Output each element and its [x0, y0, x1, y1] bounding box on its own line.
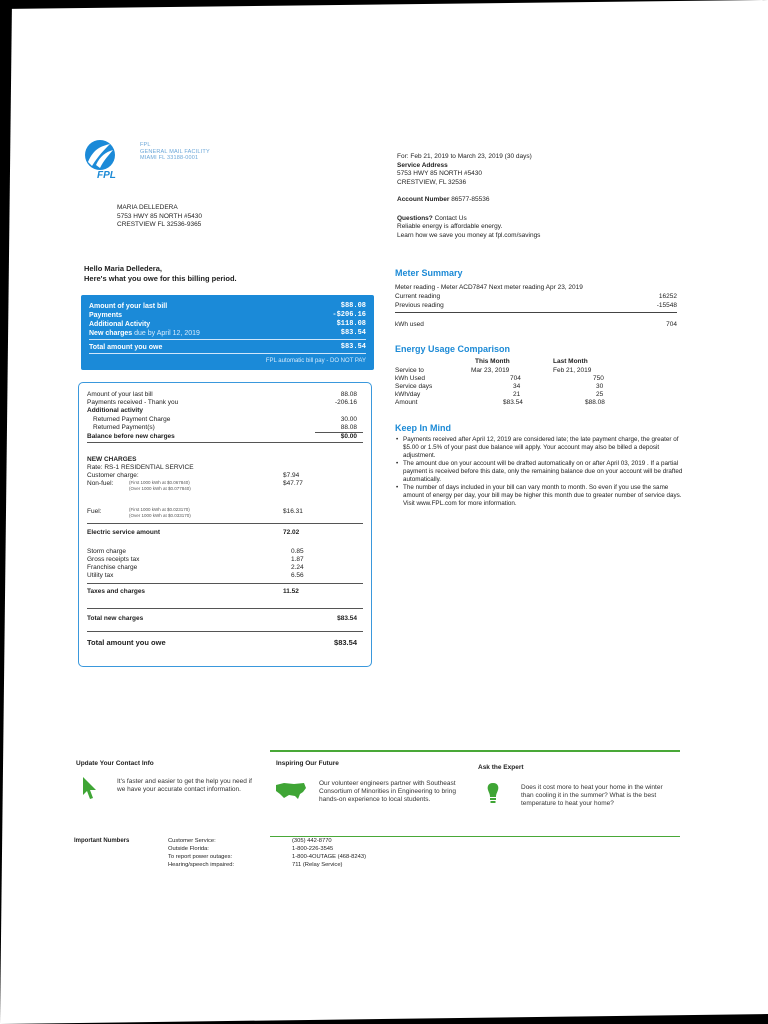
summary-total-value: $83.54 [340, 343, 366, 351]
detail-label: Franchise charge [87, 564, 138, 571]
kwh-used-row [395, 321, 677, 329]
detail-label: Fuel: [87, 508, 102, 515]
comparison-this: Mar 23, 2019 [471, 367, 510, 374]
detail-label: Customer charge: [87, 472, 139, 479]
detail-label: Returned Payment Charge [93, 416, 171, 423]
comparison-label: kWh Used [395, 375, 425, 382]
service-street: 5753 HWY 85 NORTH #5430 [397, 170, 483, 177]
comparison-last: Feb 21, 2019 [553, 367, 592, 374]
greeting-subtitle: Here's what you owe for this billing period. [84, 273, 237, 283]
detail-label: Non-fuel: [87, 480, 114, 487]
detail-label: Utility tax [87, 572, 114, 579]
detail-label: Returned Payment(s) [93, 424, 155, 431]
account-number-label: Account Number [397, 196, 450, 203]
comparison-label: Service to [395, 367, 424, 374]
meter-reading-line [395, 284, 677, 292]
account-number: 86577-85536 [451, 196, 490, 203]
summary-value: -$206.16 [332, 311, 366, 319]
current-reading-label: Current reading [395, 293, 441, 300]
energy-usage-comparison [395, 344, 677, 416]
customer-address [117, 204, 202, 230]
detail-label: Storm charge [87, 548, 127, 555]
detail-label: Rate: RS-1 RESIDENTIAL SERVICE [87, 464, 194, 471]
detail-value: 6.56 [291, 572, 304, 579]
summary-divider [89, 339, 366, 340]
footer-green-rule-thin [270, 836, 680, 837]
notice-item: • Payments received after April 12, 2019 are considered late; the late payment charge, the greater of $5.00 or 1.5% of your past due balance will apply. Your account may also be billed a deposit adjustment. [395, 436, 685, 460]
col-last-month: Last Month [553, 358, 588, 365]
summary-value: $83.54 [340, 329, 366, 337]
comparison-last: 750 [593, 375, 604, 382]
summary-total-row [89, 343, 366, 352]
notice-item: • The number of days included in your bill can vary month to month. So even if you use the same amount of energy per day, your bill may be higher this month due to greater number of service days. Visit www.FPL.com for more information. [395, 484, 685, 508]
inspiring-future-title: Inspiring Our Future [276, 760, 339, 767]
reliable-energy-text: Reliable energy is affordable energy. [397, 223, 503, 230]
detail-label: Balance before new charges [87, 433, 175, 440]
summary-row-payments [89, 311, 366, 320]
detail-value: $47.77 [283, 480, 303, 487]
scan-edge-left [0, 0, 12, 1024]
detail-label: Gross receipts tax [87, 556, 140, 563]
return-address [140, 142, 210, 162]
previous-reading-label: Previous reading [395, 302, 444, 309]
detail-value: $83.54 [337, 615, 357, 622]
summary-label: Additional Activity [89, 321, 151, 328]
usa-map-icon [274, 780, 308, 802]
detail-label: NEW CHARGES [87, 456, 137, 463]
customer-name: MARIA DELLEDERA [117, 204, 178, 211]
nonfuel-tier1: (First 1000 kWh at $0.067840) [129, 480, 190, 485]
nonfuel-tier2: (Over 1000 kWh at $0.077840) [129, 486, 191, 491]
detail-label: Taxes and charges [87, 588, 146, 595]
questions-line [397, 215, 697, 224]
section-divider [87, 442, 363, 443]
cursor-arrow-icon [80, 775, 98, 801]
autopay-notice: FPL automatic bill pay - DO NOT PAY [265, 358, 366, 364]
comparison-label: kWh/day [395, 391, 421, 398]
greeting [84, 264, 237, 283]
return-line2: MIAMI FL 33188-0001 [140, 155, 199, 161]
summary-total-label: Total amount you owe [89, 344, 163, 351]
summary-value: $88.08 [340, 302, 366, 310]
detail-label: Total new charges [87, 615, 144, 622]
service-city: CRESTVIEW, FL 32536 [397, 178, 467, 186]
detail-value: 0.85 [291, 548, 304, 555]
detail-label: Total amount you owe [87, 638, 166, 647]
comparison-this: 704 [510, 375, 521, 382]
detail-value: 1.87 [291, 556, 304, 563]
detail-value: $83.54 [334, 638, 357, 647]
kwh-used-value: 704 [666, 321, 677, 328]
amount-summary-box [81, 295, 374, 370]
lightbulb-icon [486, 782, 500, 806]
section-divider [87, 631, 363, 632]
detail-label: Additional activity [87, 407, 143, 414]
meter-divider [395, 312, 677, 313]
comparison-last: $88.08 [585, 399, 605, 406]
detail-value: 88.08 [340, 424, 357, 431]
energy-title: Energy Usage Comparison [395, 344, 511, 354]
detail-value: 2.24 [291, 564, 304, 571]
summary-label: Payments [89, 312, 123, 319]
detail-value: 30.00 [340, 416, 357, 423]
detail-label: Payments received - Thank you [87, 399, 179, 406]
summary-row-additional [89, 320, 366, 329]
number-value[interactable]: 1-800-226-3545 [292, 846, 334, 852]
detail-value: -206.16 [334, 399, 357, 406]
comparison-this: 34 [513, 383, 521, 390]
contact-us-link[interactable]: Contact Us [434, 214, 467, 222]
meter-summary-title: Meter Summary [395, 268, 463, 278]
savings-link[interactable]: Learn how we save you money at fpl.com/savings [397, 231, 541, 239]
important-numbers-title: Important Numbers [74, 838, 130, 844]
keep-in-mind [395, 423, 685, 508]
detail-label: Amount of your last bill [87, 391, 153, 398]
bill-detail-box [78, 382, 372, 667]
comparison-this: 21 [513, 391, 521, 398]
section-divider [87, 523, 363, 524]
notice-item: • The amount due on your account will be drafted automatically on or after April 03, 2019 . If a partial payment is received before this date, only the remaining balance due on your account will be drafted automatically. [395, 460, 685, 484]
detail-value: $16.31 [283, 508, 303, 515]
scan-edge-top [0, 0, 768, 9]
new-charges-label: New charges [89, 330, 133, 337]
current-reading-row [395, 293, 677, 301]
summary-label [89, 329, 200, 338]
customer-city: CRESTVIEW FL 32536-9365 [117, 221, 202, 228]
fuel-tier2: (Over 1000 kWh at $0.033170) [129, 513, 191, 518]
meter-summary [395, 268, 677, 338]
comparison-last: 25 [596, 391, 604, 398]
comparison-label: Amount [395, 399, 418, 406]
billing-period: For: Feb 21, 2019 to March 23, 2019 (30 days) [397, 153, 532, 160]
fuel-tier1: (First 1000 kWh at $0.023170) [129, 507, 190, 512]
summary-row-last-bill [89, 302, 366, 311]
detail-value: 88.08 [340, 391, 357, 398]
detail-value: $7.94 [283, 472, 300, 479]
previous-reading-value: -15548 [656, 302, 677, 309]
kwh-used-label: kWh used [395, 321, 424, 328]
keep-in-mind-title: Keep In Mind [395, 423, 451, 433]
comparison-last: 30 [596, 383, 604, 390]
summary-label: Amount of your last bill [89, 303, 168, 310]
account-header [397, 153, 697, 240]
number-label: Customer Service: [168, 838, 216, 844]
customer-street: 5753 HWY 85 NORTH #5430 [117, 212, 203, 220]
col-this-month: This Month [475, 358, 510, 365]
comparison-label: Service days [395, 383, 433, 390]
summary-value: $118.08 [336, 320, 366, 328]
current-reading-value: 16252 [658, 293, 677, 300]
fpl-logo-text: FPL [97, 170, 116, 181]
ask-expert-text: Does it cost more to heat your home in the winter than cooling it in the summer? What is the best temperature to heat your home? [521, 784, 663, 807]
previous-reading-row [395, 302, 677, 310]
return-line1: GENERAL MAIL FACILITY [140, 148, 210, 155]
account-number-line [397, 196, 697, 205]
number-label: Hearing/speech impaired: [168, 862, 235, 868]
number-value[interactable]: 711 (Relay Service) [292, 862, 343, 868]
due-date: due by April 12, 2019 [134, 330, 200, 337]
number-label: Outside Florida: [168, 846, 209, 852]
detail-label: Electric service amount [87, 529, 160, 536]
number-value[interactable]: (305) 442-8770 [292, 838, 332, 844]
detail-value: 72.02 [283, 529, 300, 536]
number-value[interactable]: 1-800-4OUTAGE (468-8243) [292, 854, 366, 860]
ask-expert-title: Ask the Expert [478, 764, 524, 771]
keep-in-mind-list [395, 436, 685, 508]
greeting-hello: Hello Maria Delledera, [84, 264, 162, 273]
footer-green-rule [270, 750, 680, 752]
comparison-this: $83.54 [503, 399, 523, 406]
return-brand: FPL [140, 142, 151, 148]
section-divider [87, 608, 363, 609]
questions-label: Questions? [397, 214, 433, 222]
section-divider [87, 583, 363, 584]
meter-reading-text: Meter reading - Meter ACD7847 Next meter reading Apr 23, 2019 [395, 284, 583, 291]
summary-row-new-charges [89, 329, 366, 338]
summary-divider [89, 353, 366, 354]
number-label: To report power outages: [168, 854, 233, 860]
scan-edge-bottom [0, 1014, 768, 1024]
update-contact-text: It's faster and easier to get the help you need if we have your accurate contact information. [117, 778, 252, 793]
detail-value: $0.00 [340, 433, 357, 440]
update-contact-title: Update Your Contact Info [76, 760, 154, 767]
detail-value: 11.52 [283, 588, 299, 595]
service-address-label: Service Address [397, 161, 448, 169]
inspiring-future-text: Our volunteer engineers partner with Southeast Consortium of Minorities in Engineering to bring hands-on experience to local students. [319, 780, 456, 803]
